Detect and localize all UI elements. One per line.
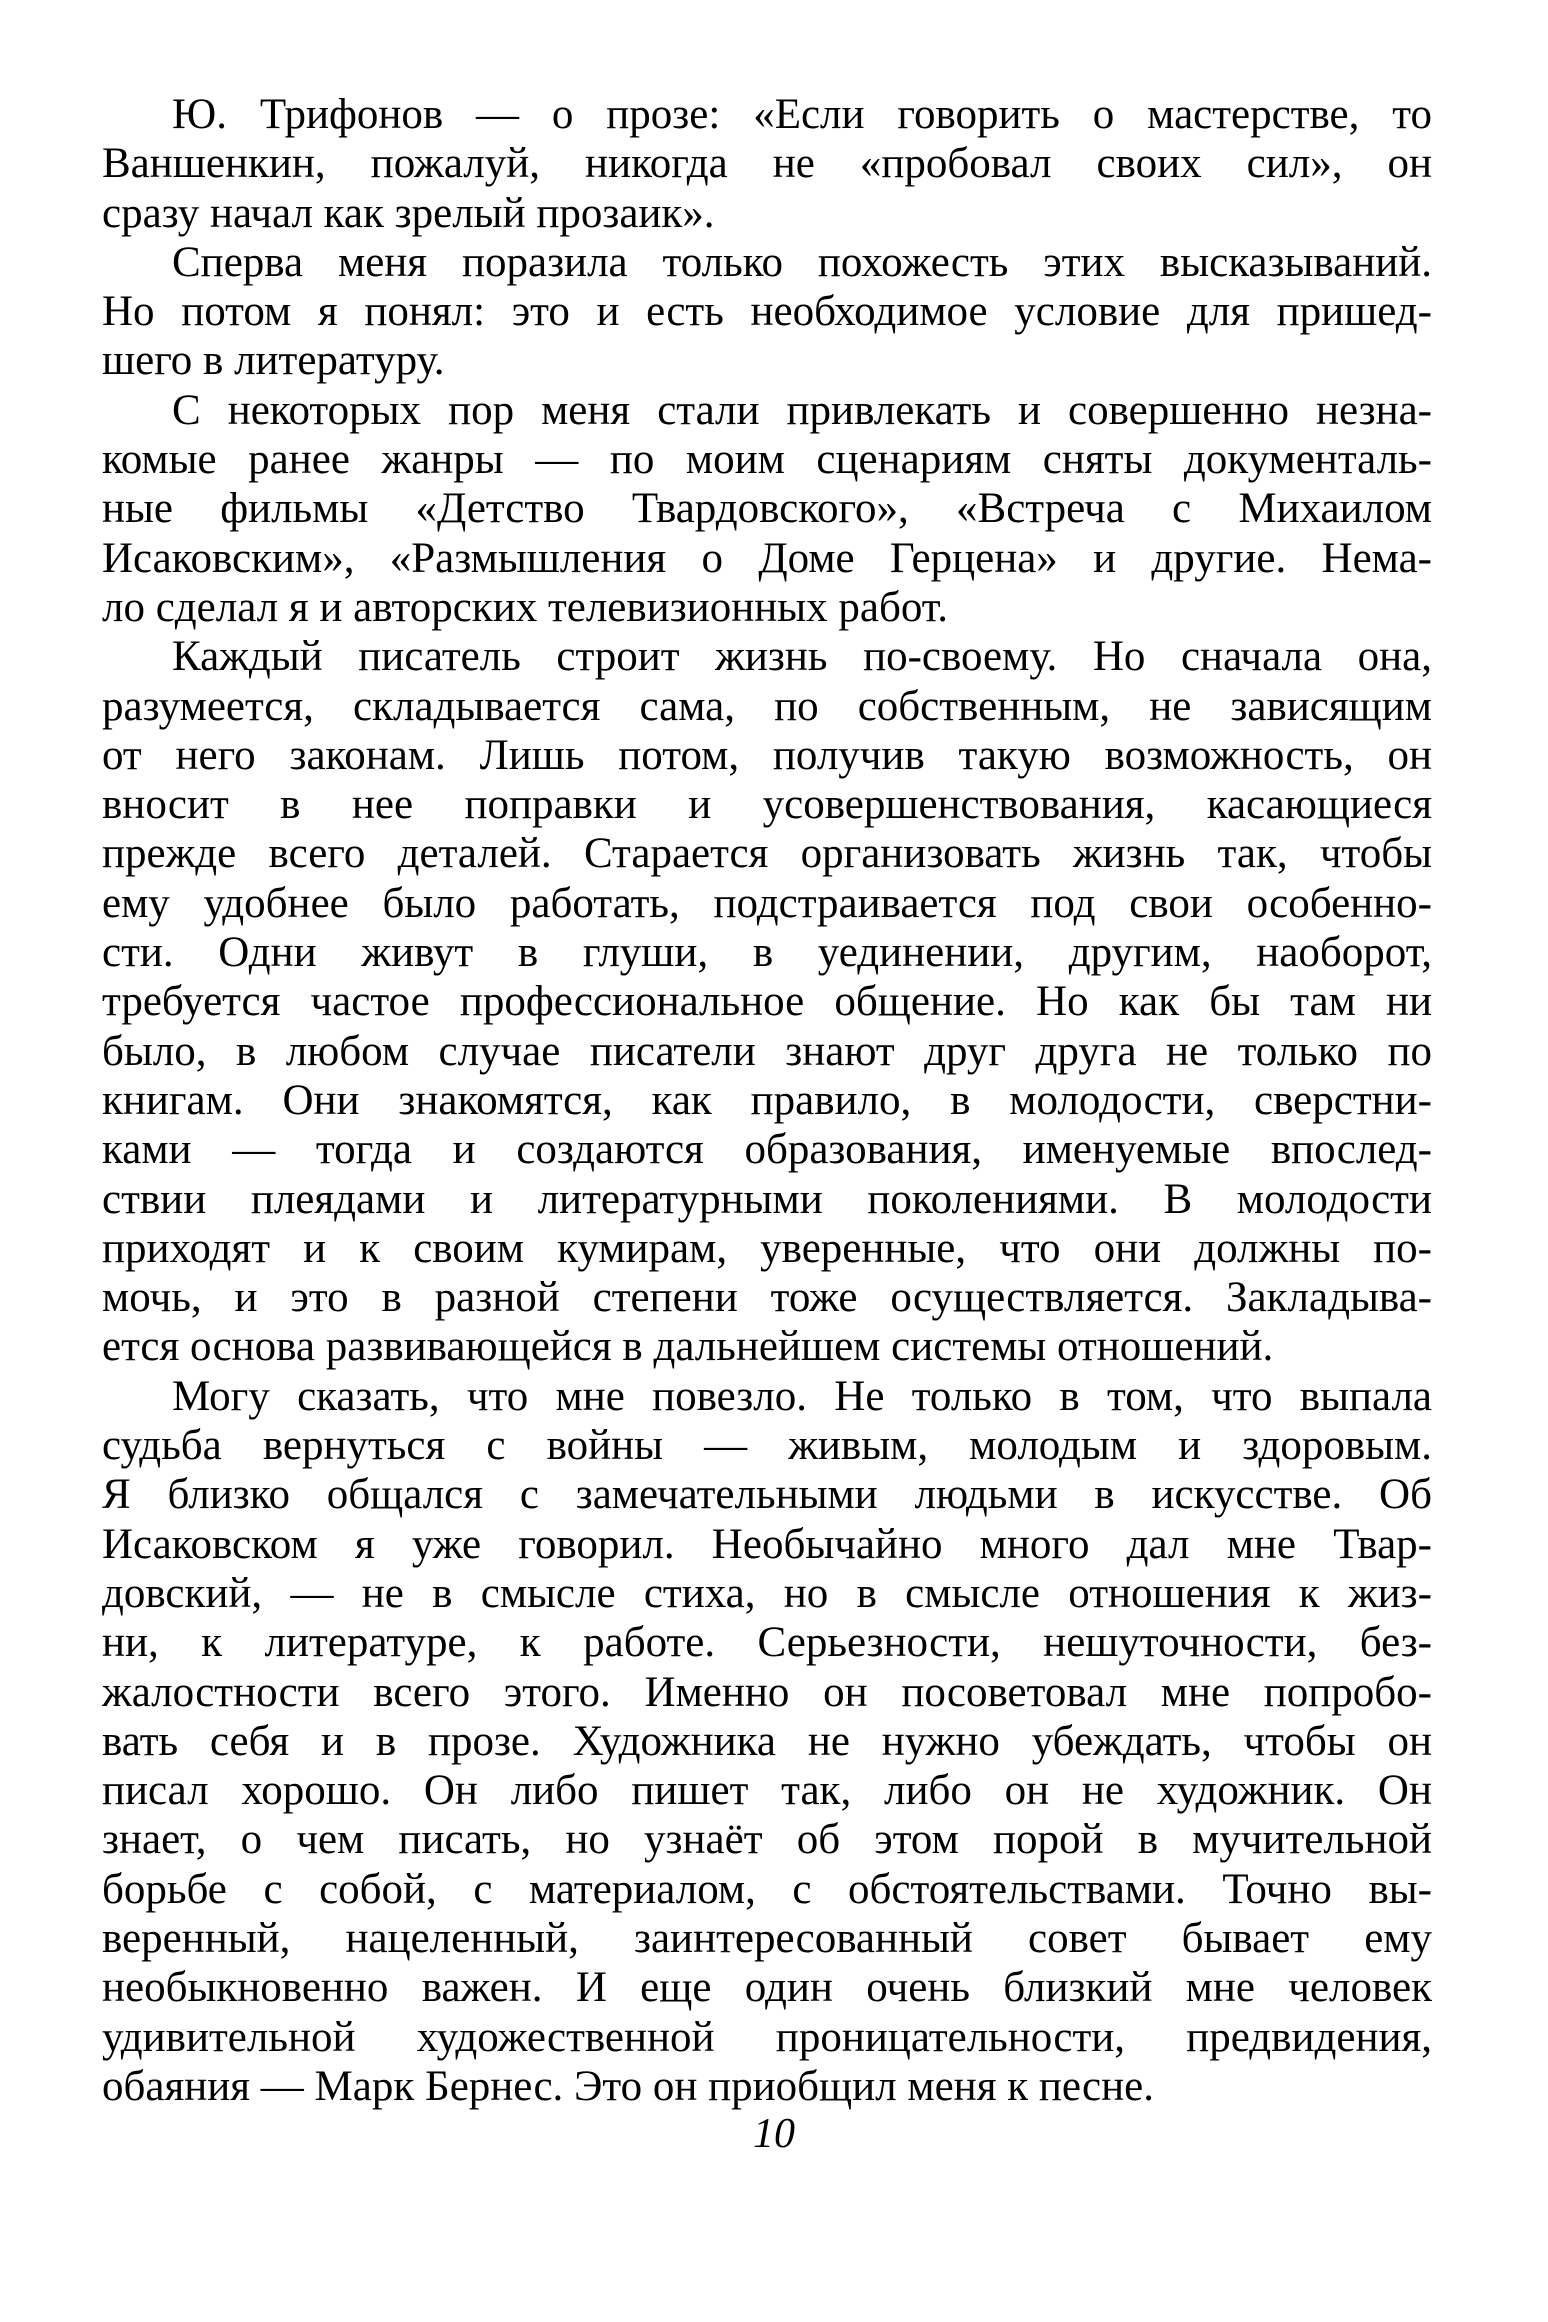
text-line: ему удобнее было работать, подстраивается под свои особенно- xyxy=(102,879,1432,927)
text-line: ни, к литературе, к работе. Серьезности, нешуточности, без- xyxy=(102,1619,1432,1667)
page-number: 10 xyxy=(753,2111,795,2157)
page-body xyxy=(102,90,1432,2111)
text-line: шего в литературу. xyxy=(102,337,445,385)
text-line: обаяния — Марк Бернес. Это он приобщил меня к песне. xyxy=(102,2062,1154,2110)
text-line: знает, о чем писать, но узнаёт об этом порой в мучительной xyxy=(102,1816,1432,1864)
text-line: Каждый писатель строит жизнь по-своему. Но сначала она, xyxy=(172,633,1432,681)
text-line: прежде всего деталей. Старается организовать жизнь так, чтобы xyxy=(102,830,1432,878)
text-line: сразу начал как зрелый прозаик». xyxy=(102,189,715,237)
text-line: судьба вернуться с войны — живым, молодым и здоровым. xyxy=(102,1422,1432,1470)
paragraph-3 xyxy=(102,386,1432,632)
text-line: разумеется, складывается сама, по собственным, не зависящим xyxy=(102,682,1432,730)
text-line: книгам. Они знакомятся, как правило, в молодости, сверстни- xyxy=(102,1076,1432,1124)
text-line: жалостности всего этого. Именно он посоветовал мне попробо- xyxy=(102,1668,1432,1716)
text-line: комые ранее жанры — по моим сценариям сняты документаль- xyxy=(102,436,1432,484)
text-line: требуется частое профессиональное общение. Но как бы там ни xyxy=(102,978,1432,1026)
text-line: удивительной художественной проницательности, предвидения, xyxy=(102,2013,1432,2061)
text-line: Могу сказать, что мне повезло. Не только в том, что выпала xyxy=(172,1372,1432,1420)
paragraph-2 xyxy=(102,238,1432,386)
text-line: ется основа развивающейся в дальнейшем системы отношений. xyxy=(102,1323,1274,1371)
paragraph-1 xyxy=(102,90,1432,238)
text-line: было, в любом случае писатели знают друг друга не только по xyxy=(102,1027,1432,1075)
text-line: борьбе с собой, с материалом, с обстоятельствами. Точно вы- xyxy=(102,1865,1432,1913)
text-line: мочь, и это в разной степени тоже осуществляется. Закладыва- xyxy=(102,1274,1432,1322)
text-line: ло сделал я и авторских телевизионных работ. xyxy=(102,583,949,631)
text-line: ные фильмы «Детство Твардовского», «Встреча с Михаилом xyxy=(102,485,1432,533)
text-line: вать себя и в прозе. Художника не нужно убеждать, чтобы он xyxy=(102,1717,1432,1765)
text-line: приходят и к своим кумирам, уверенные, что они должны по- xyxy=(102,1224,1432,1272)
text-line: ствии плеядами и литературными поколениями. В молодости xyxy=(102,1175,1432,1223)
text-line: С некоторых пор меня стали привлекать и совершенно незна- xyxy=(172,386,1432,434)
text-line: от него законам. Лишь потом, получив такую возможность, он xyxy=(102,731,1432,779)
text-line: Ю. Трифонов — о прозе: «Если говорить о мастерстве, то xyxy=(172,91,1432,138)
text-line: вносит в нее поправки и усовершенствования, касающиеся xyxy=(102,781,1432,829)
text-line: необыкновенно важен. И еще один очень близкий мне человек xyxy=(102,1964,1432,2012)
text-line: Исаковском я уже говорил. Необычайно много дал мне Твар- xyxy=(102,1520,1432,1568)
text-line: Исаковским», «Размышления о Доме Герцена» и другие. Нема- xyxy=(102,534,1432,582)
paragraph-4 xyxy=(102,632,1432,1371)
text-line: Ваншенкин, пожалуй, никогда не «пробовал своих сил», он xyxy=(102,140,1432,188)
text-line: писал хорошо. Он либо пишет так, либо он не художник. Он xyxy=(102,1767,1432,1815)
paragraph-5 xyxy=(102,1372,1432,2111)
text-line: Я близко общался с замечательными людьми в искусстве. Об xyxy=(102,1471,1432,1519)
text-line: сти. Одни живут в глуши, в уединении, другим, наоборот, xyxy=(102,929,1432,977)
text-line: Но потом я понял: это и есть необходимое условие для пришед- xyxy=(102,288,1432,336)
text-line: веренный, нацеленный, заинтересованный совет бывает ему xyxy=(102,1914,1432,1962)
text-line: ками — тогда и создаются образования, именуемые впослед- xyxy=(102,1126,1432,1174)
text-line: Сперва меня поразила только похожесть этих высказываний. xyxy=(172,238,1432,286)
text-line: довский, — не в смысле стиха, но в смысле отношения к жиз- xyxy=(102,1569,1432,1617)
